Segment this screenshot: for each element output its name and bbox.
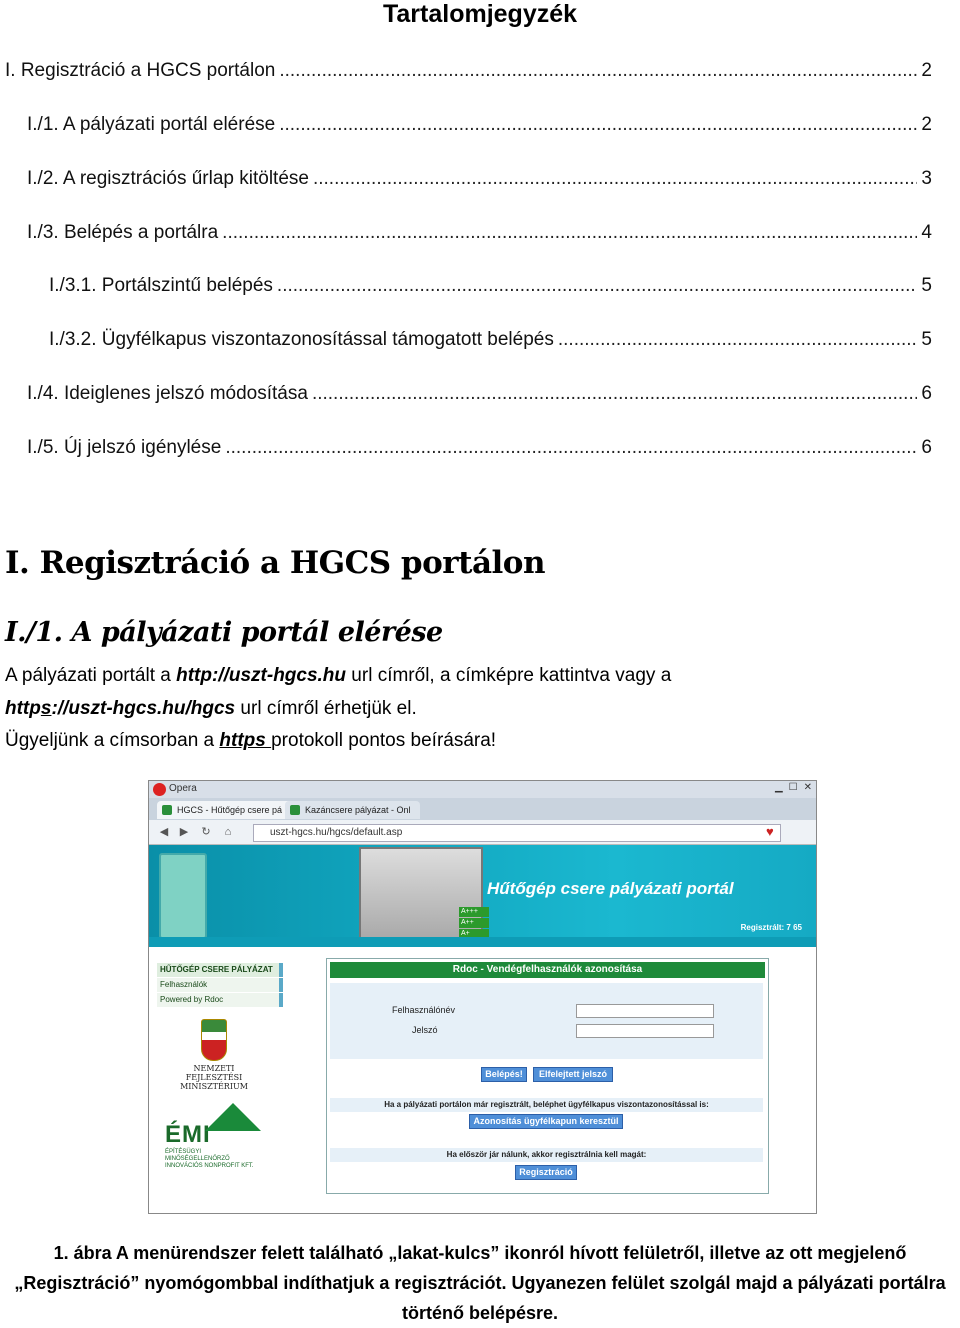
- toc-entry-page: 2: [921, 114, 932, 135]
- site-favicon-icon: [290, 805, 300, 815]
- registered-count: Regisztrált: 7 65: [740, 923, 802, 932]
- register-button[interactable]: Regisztráció: [515, 1165, 577, 1180]
- toc-entry[interactable]: [27, 437, 932, 459]
- login-panel: [326, 958, 769, 1194]
- sidebar-item-felhasznalok[interactable]: Felhasználók: [157, 978, 283, 992]
- url-http[interactable]: http://uszt-hgcs.hu: [176, 665, 347, 686]
- opera-logo-icon: [153, 783, 166, 796]
- forward-icon[interactable]: ▶: [179, 826, 189, 838]
- login-panel-title: Rdoc - Vendégfelhasználók azonosítása: [330, 962, 765, 978]
- address-bar: [149, 820, 816, 845]
- toc-entry-label: I./3.2. Ügyfélkapus viszontazonosítással támogatott belépés: [49, 329, 554, 350]
- ugyfelkapu-message: Ha a pályázati portálon már regisztrált, beléphet ügyfélkapus viszontazonosítással is:: [330, 1098, 763, 1112]
- site-banner: [149, 845, 816, 937]
- home-icon[interactable]: ⌂: [224, 826, 232, 838]
- caption-line: történő belépésre.: [401, 1303, 559, 1323]
- energy-class: A++: [459, 918, 489, 928]
- toc-entry-page: 5: [921, 329, 932, 350]
- toc-entry-label: I./3.1. Portálszintű belépés: [49, 275, 273, 296]
- text: s: [40, 698, 52, 719]
- ministry-logo: [165, 1019, 263, 1091]
- site-favicon-icon: [162, 805, 172, 815]
- roof-icon: [205, 1103, 261, 1131]
- app-name: Opera: [169, 783, 197, 794]
- url-https-part[interactable]: [5, 698, 235, 719]
- toc-entry[interactable]: [27, 114, 932, 136]
- forgot-password-button[interactable]: Elfelejtett jelszó: [533, 1067, 613, 1082]
- login-form: [330, 983, 763, 1059]
- banner-strip: [149, 937, 816, 947]
- section-heading: I. Regisztráció a HGCS portálon: [5, 545, 546, 581]
- text: A pályázati portált a: [5, 665, 177, 686]
- toc-entry-page: 2: [921, 60, 932, 81]
- toc-entry[interactable]: [27, 168, 932, 190]
- https-word: https: [219, 730, 272, 751]
- toc-entry-label: I./3. Belépés a portálra: [27, 222, 219, 243]
- username-label: Felhasználónév: [392, 1005, 456, 1015]
- tab-label: HGCS - Hűtőgép csere pá: [177, 805, 283, 815]
- text: protokoll pontos beírására!: [271, 730, 497, 751]
- close-icon[interactable]: ✕: [803, 782, 812, 793]
- password-label: Jelszó: [412, 1025, 438, 1035]
- body-line-1: [5, 665, 671, 687]
- toc-entry-label: I./5. Új jelszó igénylése: [27, 437, 222, 458]
- toc-entry-label: I./1. A pályázati portál elérése: [27, 114, 276, 135]
- window-titlebar: [149, 781, 816, 798]
- toc-entry[interactable]: [5, 60, 932, 82]
- energy-class: A+++: [459, 907, 489, 917]
- sidebar-item-powered: Powered by Rdoc: [157, 993, 283, 1007]
- body-line-3: [5, 730, 496, 752]
- emi-subtitle: ÉPÍTÉSÜGYI MINŐSÉGELLENŐRZŐ INNOVÁCIÓS NONPROFIT KFT.: [165, 1149, 254, 1169]
- body-line-2: [5, 698, 417, 720]
- toc-entry-label: I./2. A regisztrációs űrlap kitöltése: [27, 168, 309, 189]
- login-button[interactable]: Belépés!: [481, 1067, 527, 1082]
- url-input[interactable]: uszt-hgcs.hu/hgcs/default.asp: [253, 824, 781, 842]
- text: ://uszt-hgcs.hu/hgcs: [51, 698, 236, 719]
- toc-entry-label: I./4. Ideiglenes jelszó módosítása: [27, 383, 308, 404]
- toc-title: Tartalomjegyzék: [382, 0, 578, 28]
- emi-logo: [165, 1103, 265, 1169]
- heart-icon[interactable]: ♥: [766, 824, 774, 839]
- emi-name: ÉMI: [165, 1121, 211, 1148]
- toc-entry-label: I. Regisztráció a HGCS portálon: [5, 60, 276, 81]
- toc-entry-page: 4: [921, 222, 932, 243]
- toc-entry[interactable]: [27, 222, 932, 244]
- tab-label: Kazáncsere pályázat - Onl: [305, 805, 411, 815]
- window-controls: [775, 782, 812, 793]
- toc-entry-page: 6: [921, 437, 932, 458]
- energy-class: A+: [459, 929, 489, 937]
- sidebar-item-hutogep[interactable]: HŰTŐGÉP CSERE PÁLYÁZAT: [157, 963, 283, 977]
- browser-screenshot: [148, 780, 817, 1214]
- back-icon[interactable]: ◀: [159, 826, 169, 838]
- fridge-image: [159, 853, 207, 937]
- text: url címről, a címképre kattintva vagy a: [346, 665, 672, 686]
- energy-label: [459, 907, 489, 937]
- minimize-icon[interactable]: ▁: [774, 782, 783, 793]
- toc-entry-page: 5: [921, 275, 932, 296]
- sidebar-menu: [157, 963, 283, 1008]
- tab-hgcs[interactable]: [157, 801, 292, 819]
- toc-entry[interactable]: [27, 383, 932, 405]
- toc-entry[interactable]: [49, 275, 932, 297]
- text: url címről érhetjük el.: [235, 698, 417, 719]
- coat-of-arms-icon: [201, 1019, 227, 1061]
- subsection-heading: I./1. A pályázati portál elérése: [5, 617, 443, 648]
- toc-entry[interactable]: [49, 329, 932, 351]
- register-message: Ha először jár nálunk, akkor regisztrálnia kell magát:: [330, 1148, 763, 1162]
- caption-line: „Regisztráció” nyomógombbal indíthatjuk a regisztrációt. Ugyanezen felület szolgál majd a pályázati portálra: [14, 1273, 946, 1293]
- figure-caption: [0, 1238, 960, 1328]
- tab-bar: [149, 798, 816, 820]
- banner-title: Hűtőgép csere pályázati portál: [487, 879, 734, 898]
- ministry-name: NEMZETI FEJLESZTÉSI MINISZTÉRIUM: [180, 1064, 248, 1091]
- reload-icon[interactable]: ↻: [201, 826, 211, 838]
- text: Ügyeljünk a címsorban a: [5, 730, 220, 751]
- maximize-icon[interactable]: ☐: [788, 782, 798, 793]
- toc-entry-page: 3: [921, 168, 932, 189]
- caption-line: 1. ábra A menürendszer felett található „lakat-kulcs” ikonról hívott felületről, illetve az ott megjelenő: [53, 1243, 907, 1263]
- toc-entry-page: 6: [921, 383, 932, 404]
- tab-kazancsere[interactable]: [285, 801, 420, 819]
- ugyfelkapu-button[interactable]: Azonosítás ügyfélkapun keresztül: [469, 1114, 623, 1129]
- username-input[interactable]: [576, 1004, 714, 1018]
- text: http: [5, 698, 41, 719]
- password-input[interactable]: [576, 1024, 714, 1038]
